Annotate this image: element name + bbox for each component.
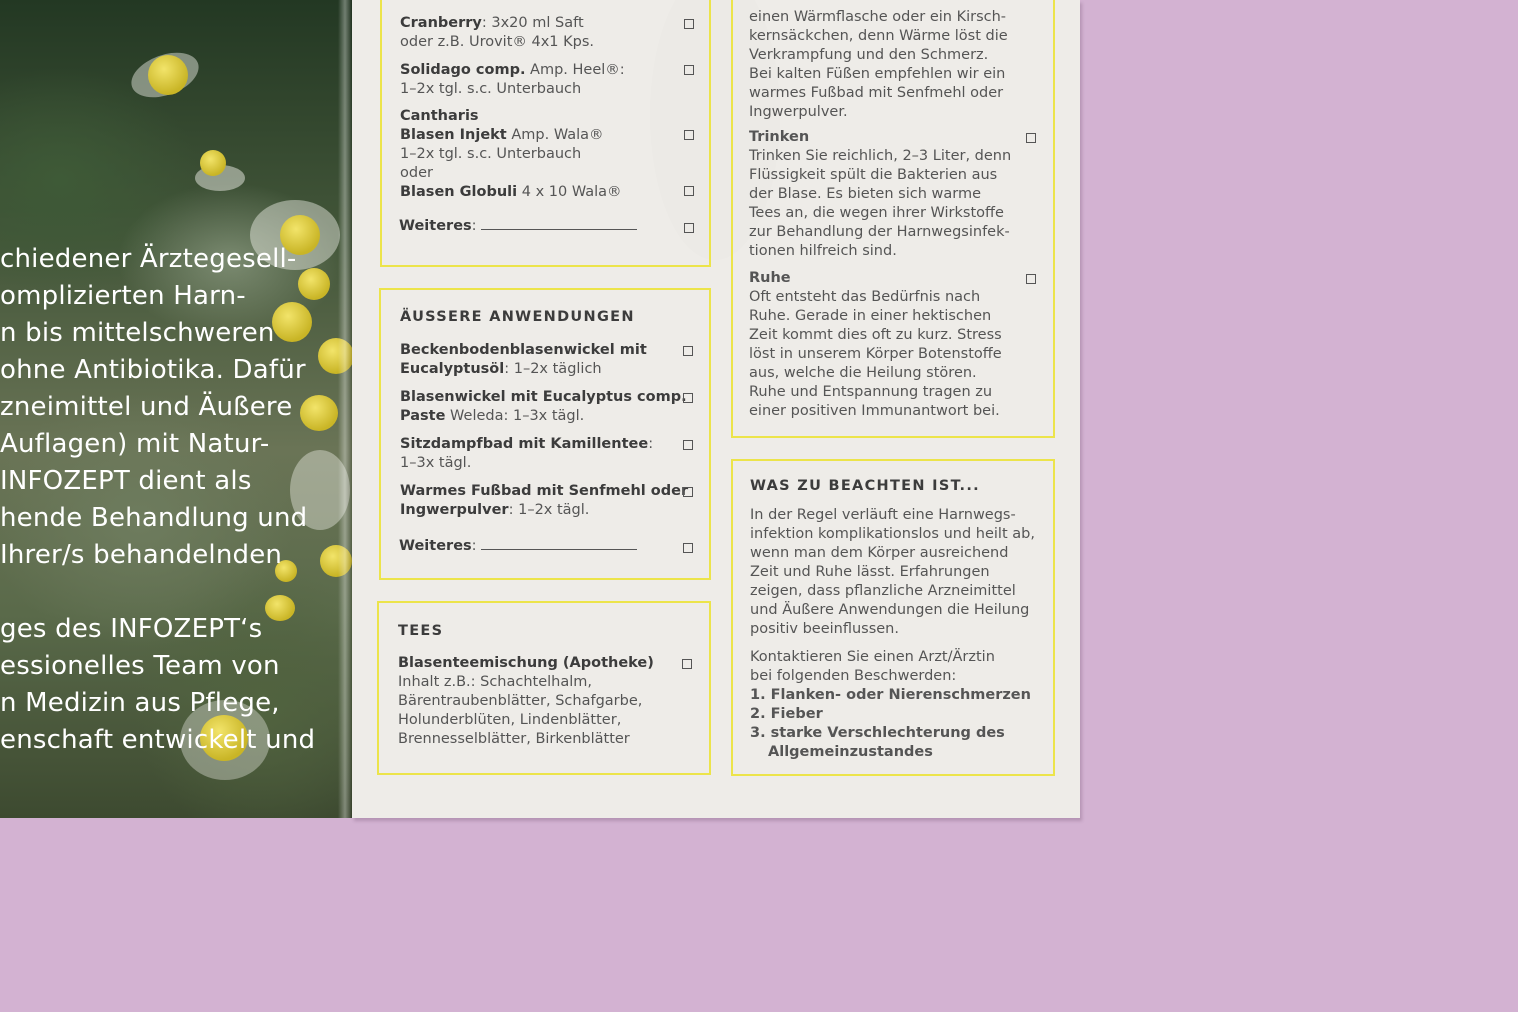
text-line: Trinken Sie reichlich, 2–3 Liter, denn — [749, 148, 1012, 164]
text-line: Ruhe. Gerade in einer hektischen — [749, 308, 992, 324]
ruhe-section — [749, 269, 1002, 421]
chamomile-flower — [298, 268, 330, 300]
trinken-title: Trinken — [749, 129, 810, 145]
cantharis-product: Amp. Wala® — [506, 127, 604, 143]
text-line: Zeit kommt dies oft zu kurz. Stress — [749, 327, 1002, 343]
checkbox-trinken[interactable] — [1026, 133, 1036, 143]
symptom-list-item: Allgemeinzustandes — [768, 744, 933, 760]
text-line: Tees an, die wegen ihrer Wirkstoffe — [749, 205, 1004, 221]
checkbox-cantharis[interactable] — [684, 130, 694, 140]
section-title: ÄUSSERE ANWENDUNGEN — [400, 309, 635, 325]
text-line: und Äußere Anwendungen die Heilung — [750, 602, 1030, 618]
tea-ingredients-line: Bärentraubenblätter, Schafgarbe, — [398, 693, 643, 709]
photo-text-line: enschaft entwickelt und — [0, 725, 316, 755]
cranberry-dosage: : 3x20 ml Saft — [481, 15, 584, 31]
solidago-product: Amp. Heel®: — [525, 62, 625, 78]
general-measures-box — [731, 0, 1055, 438]
cranberry-item — [400, 14, 594, 52]
text-line: Kontaktieren Sie einen Arzt/Ärztin — [750, 649, 995, 665]
checkbox-item[interactable] — [683, 440, 693, 450]
item-name: Warmes Fußbad mit Senfmehl oder — [400, 483, 689, 499]
photo-text-line: n Medizin aus Pflege, — [0, 688, 280, 718]
chamomile-photo — [0, 0, 352, 818]
solidago-dosage: 1–2x tgl. s.c. Unterbauch — [400, 81, 582, 97]
photo-text-line: Auflagen) mit Natur- — [0, 429, 270, 459]
chamomile-flower — [200, 150, 226, 176]
symptom-list-item: 1. Flanken- oder Nierenschmerzen — [750, 687, 1031, 703]
ruhe-title: Ruhe — [749, 270, 791, 286]
text-line: aus, welche die Heilung stören. — [749, 365, 977, 381]
item-name: Blasenwickel mit Eucalyptus comp. — [400, 389, 687, 405]
beachten-paragraph — [750, 506, 1035, 639]
list-item — [400, 482, 688, 520]
checkbox-solidago[interactable] — [684, 65, 694, 75]
checkbox-globuli[interactable] — [684, 186, 694, 196]
checkbox-ruhe[interactable] — [1026, 274, 1036, 284]
text-line: warmes Fußbad mit Senfmehl oder — [749, 85, 1004, 101]
weiteres-label: Weiteres — [399, 538, 472, 554]
weiteres-label: Weiteres — [399, 218, 472, 234]
globuli-name: Blasen Globuli — [400, 184, 518, 200]
text-line: einer positiven Immunantwort bei. — [749, 403, 1000, 419]
text-line: positiv beeinflussen. — [750, 621, 899, 637]
chamomile-flower — [265, 595, 295, 621]
beachten-box — [731, 459, 1055, 776]
text-line: Oft entsteht das Bedürfnis nach — [749, 289, 981, 305]
text-line: Ingwerpulver. — [749, 104, 848, 120]
weiteres-item — [399, 537, 637, 556]
checkbox-item[interactable] — [683, 487, 693, 497]
item-dosage: : 1–2x tägl. — [508, 502, 590, 518]
chamomile-flower — [148, 55, 188, 95]
photo-text-line: essionelles Team von — [0, 651, 280, 681]
weiteres-item — [399, 217, 637, 236]
item-name: Beckenbodenblasenwickel mit — [400, 342, 647, 358]
text-line: zur Behandlung der Harnwegsinfek- — [749, 224, 1010, 240]
checkbox-cranberry[interactable] — [684, 19, 694, 29]
item-name: Eucalyptusöl — [400, 361, 505, 377]
cantharis-name: Blasen Injekt — [400, 127, 507, 143]
solidago-name: Solidago comp. — [400, 62, 526, 78]
aeussere-anwendungen-box — [379, 288, 711, 580]
photo-text-line: INFOZEPT dient als — [0, 466, 252, 496]
cantharis-dosage: 1–2x tgl. s.c. Unterbauch — [400, 146, 582, 162]
text-line: der Blase. Es bieten sich warme — [749, 186, 981, 202]
list-item — [400, 435, 653, 473]
photo-text-line: n bis mittelschweren — [0, 318, 275, 348]
weiteres-blank-line[interactable] — [481, 537, 637, 550]
weiteres-colon: : — [471, 218, 477, 234]
text-line: bei folgenden Beschwerden: — [750, 668, 957, 684]
chamomile-flower — [272, 302, 312, 342]
intro-paragraph — [749, 8, 1008, 122]
checkbox-weiteres[interactable] — [683, 543, 693, 553]
text-line: kernsäckchen, denn Wärme löst die — [749, 28, 1008, 44]
item-name: Blasenteemischung (Apotheke) — [398, 655, 654, 671]
text-line: infektion komplikationslos und heilt ab, — [750, 526, 1035, 542]
text-line: Zeit und Ruhe lässt. Erfahrungen — [750, 564, 990, 580]
photo-text-line: ohne Antibiotika. Dafür — [0, 355, 306, 385]
solidago-item — [400, 61, 625, 99]
list-item — [400, 388, 687, 426]
text-line: In der Regel verläuft eine Harnwegs- — [750, 507, 1016, 523]
cranberry-name: Cranberry — [400, 15, 482, 31]
item-name: Sitzdampfbad mit Kamillentee — [400, 436, 649, 452]
text-line: löst in unserem Körper Botenstoffe — [749, 346, 1002, 362]
cantharis-item — [400, 107, 622, 202]
tea-ingredients-line: Brennesselblätter, Birkenblätter — [398, 731, 630, 747]
medication-box — [380, 0, 711, 267]
chamomile-flower — [300, 395, 338, 431]
item-dosage: : 1–2x täglich — [504, 361, 602, 377]
item-name: Ingwerpulver — [400, 502, 509, 518]
symptom-list-item: 3. starke Verschlechterung des — [750, 725, 1005, 741]
item-dosage: 1–3x tägl. — [400, 455, 472, 471]
weiteres-colon: : — [471, 538, 477, 554]
symptom-list-item: 2. Fieber — [750, 706, 823, 722]
checkbox-item[interactable] — [683, 393, 693, 403]
text-line: Verkrampfung und den Schmerz. — [749, 47, 989, 63]
item-dosage: Weleda: 1–3x tägl. — [445, 408, 585, 424]
weiteres-blank-line[interactable] — [481, 217, 637, 230]
text-line: einen Wärmflasche oder ein Kirsch- — [749, 9, 1007, 25]
text-line: Ruhe und Entspannung tragen zu — [749, 384, 993, 400]
checkbox-tea[interactable] — [682, 659, 692, 669]
tea-ingredients-line: Holunderblüten, Lindenblätter, — [398, 712, 622, 728]
text-line: Flüssigkeit spült die Bakterien aus — [749, 167, 998, 183]
section-title: TEES — [398, 623, 444, 639]
cantharis-or: oder — [400, 165, 433, 181]
photo-text-line: ges des INFOZEPT‘s — [0, 614, 263, 644]
checkbox-weiteres[interactable] — [684, 223, 694, 233]
item-colon: : — [648, 436, 654, 452]
trinken-section — [749, 128, 1011, 261]
text-line: tionen hilfreich sind. — [749, 243, 897, 259]
tea-ingredients-line: Inhalt z.B.: Schachtelhalm, — [398, 674, 593, 690]
tea-item — [398, 654, 654, 749]
text-line: zeigen, dass pflanzliche Arzneimittel — [750, 583, 1016, 599]
list-item — [400, 341, 647, 379]
item-name: Paste — [400, 408, 446, 424]
text-line: Bei kalten Füßen empfehlen wir ein — [749, 66, 1006, 82]
contact-paragraph — [750, 648, 1031, 762]
photo-text-line: zneimittel und Äußere — [0, 392, 293, 422]
photo-text-line: hende Behandlung und — [0, 503, 308, 533]
section-title: WAS ZU BEACHTEN IST... — [750, 478, 980, 494]
checkbox-item[interactable] — [683, 346, 693, 356]
cantharis-title: Cantharis — [400, 108, 479, 124]
tees-box — [377, 601, 711, 775]
photo-text-line: omplizierten Harn- — [0, 281, 246, 311]
cranberry-alternative: oder z.B. Urovit® 4x1 Kps. — [400, 34, 595, 50]
globuli-dosage: 4 x 10 Wala® — [517, 184, 622, 200]
photo-text-line: chiedener Ärztegesell- — [0, 244, 297, 274]
photo-text-line: Ihrer/s behandelnden — [0, 540, 283, 570]
text-line: wenn man dem Körper ausreichend — [750, 545, 1009, 561]
fold-seam — [338, 0, 352, 818]
